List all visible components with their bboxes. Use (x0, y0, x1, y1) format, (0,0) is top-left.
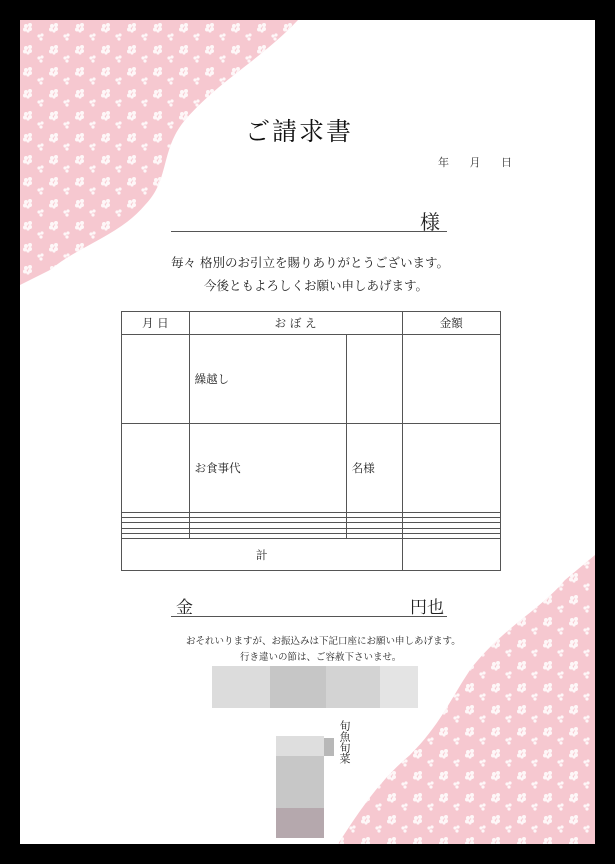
cell-memo[interactable]: 繰越し (189, 335, 346, 424)
invoice-items-table (121, 311, 501, 571)
table-total-row (122, 539, 501, 571)
recipient-line (171, 231, 447, 232)
greeting-line-2: 今後ともよろしくお願い申しあげます。 (204, 278, 429, 293)
amount-suffix: 円也 (410, 598, 444, 618)
cell-name[interactable] (346, 335, 402, 424)
payment-note-2: 行き違いの節は、ご容赦下さいませ。 (240, 652, 402, 663)
table-header-row (122, 312, 501, 335)
amount-line (171, 616, 447, 617)
cell-amount[interactable] (402, 423, 501, 512)
shop-name: 旬魚旬菜 (338, 720, 351, 764)
total-label: 計 (122, 539, 403, 571)
date-year-label: 年 (438, 156, 449, 169)
date-month-label: 月 (469, 156, 481, 169)
cell-date[interactable] (122, 423, 190, 512)
header-memo: お ぼ え (189, 312, 402, 335)
cell-date[interactable] (122, 335, 190, 424)
amount-prefix: 金 (176, 598, 193, 618)
header-amount: 金額 (402, 312, 501, 335)
date-day-label: 日 (501, 156, 512, 169)
date-field (438, 154, 529, 170)
recipient-suffix: 様 (420, 210, 440, 234)
total-amount-cell[interactable] (402, 539, 501, 571)
invoice-paper (20, 20, 595, 844)
table-row (122, 335, 501, 424)
cell-name[interactable]: 名様 (346, 423, 402, 512)
payment-note-1: おそれいりますが、お振込みは下記口座にお願い申しあげます。 (186, 636, 461, 647)
cell-amount[interactable] (402, 335, 501, 424)
cell-memo[interactable]: お食事代 (189, 423, 346, 512)
table-row (122, 423, 501, 512)
greeting-line-1: 毎々 格別のお引立を賜りありがとうございます。 (171, 255, 449, 270)
header-date: 月 日 (122, 312, 190, 335)
invoice-title: ご請求書 (245, 117, 354, 146)
